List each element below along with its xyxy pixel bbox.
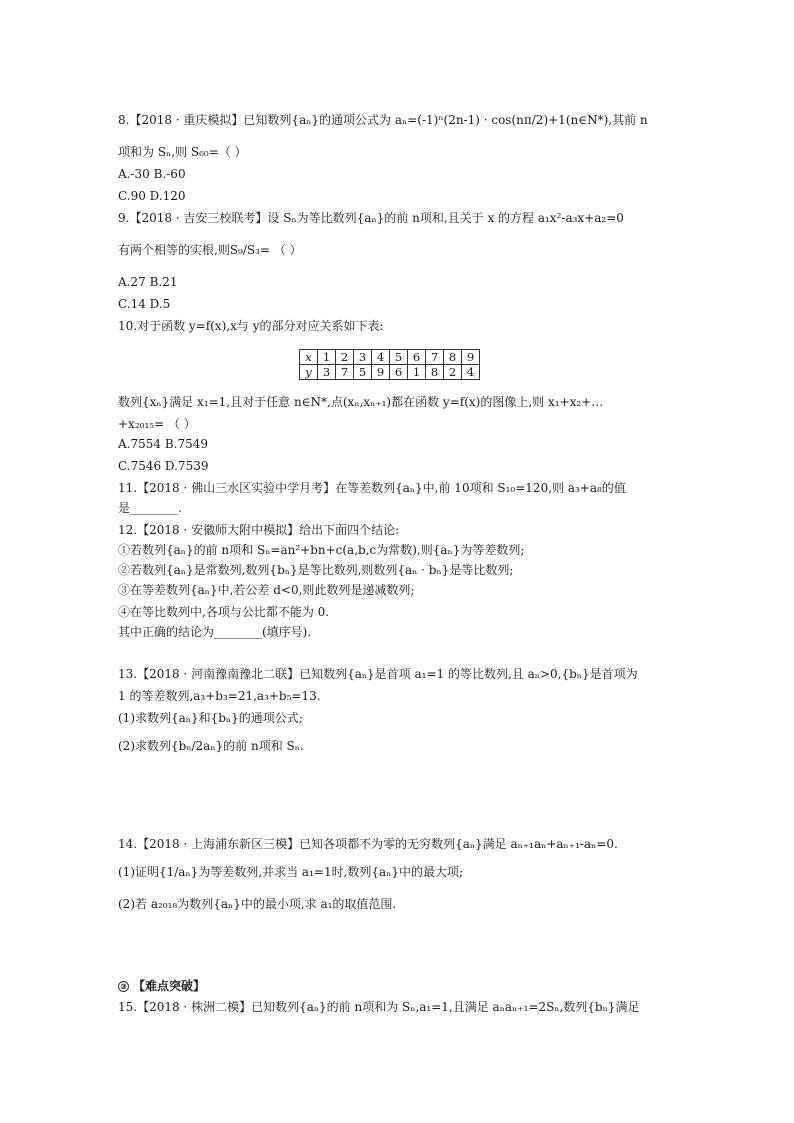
problem-11-line-1: 11.【2018 · 佛山三水区实验中学月考】在等差数列{aₙ}中,前 10项和 S₁₀=120,则 a₃+a₈的值 bbox=[118, 481, 626, 495]
problem-9-options-cd: C.14 D.5 bbox=[118, 297, 171, 311]
table-cell: 1 bbox=[318, 350, 336, 365]
table-cell: 4 bbox=[372, 350, 390, 365]
problem-10-line-2: 数列{xₙ}满足 x₁=1,且对于任意 n∈N*,点(xₙ,xₙ₊₁)都在函数 y=f(x)的图像上,则 x₁+x₂+… bbox=[118, 395, 604, 409]
table-cell: 3 bbox=[318, 365, 336, 380]
problem-9-options-ab: A.27 B.21 bbox=[118, 275, 178, 289]
problem-14-question-1: (1)证明{1/aₙ}为等差数列,并求当 a₁=1时,数列{aₙ}中的最大项; bbox=[118, 865, 464, 879]
problem-10-line-1: 10.对于函数 y=f(x),x与 y的部分对应关系如下表: bbox=[118, 319, 384, 333]
problem-12-conclusion-2: ②若数列{aₙ}是常数列,数列{bₙ}是等比数列,则数列{aₙ · bₙ}是等比数列; bbox=[118, 563, 514, 577]
table-cell: 2 bbox=[444, 365, 462, 380]
problem-12-conclusion-3: ③在等差数列{aₙ}中,若公差 d<0,则此数列是递减数列; bbox=[118, 583, 415, 597]
table-cell: 1 bbox=[408, 365, 426, 380]
problem-8-line-1: 8.【2018 · 重庆模拟】已知数列{aₙ}的通项公式为 aₙ=(-1)ⁿ(2n-1) · cos(nπ/2)+1(n∈N*),其前 n bbox=[118, 113, 648, 127]
problem-13-question-1: (1)求数列{aₙ}和{bₙ}的通项公式; bbox=[118, 711, 303, 725]
table-cell: 7 bbox=[426, 350, 444, 365]
problem-13-question-2: (2)求数列{bₙ/2aₙ}的前 n项和 Sₙ. bbox=[118, 739, 304, 753]
problem-12-conclusion-1: ①若数列{aₙ}的前 n项和 Sₙ=an²+bn+c(a,b,c为常数),则{aₙ}为等差数列; bbox=[118, 543, 525, 557]
problem-8-options-cd: C.90 D.120 bbox=[118, 189, 186, 203]
problem-10-line-3: +x₂₀₁₅= （ ） bbox=[118, 417, 196, 431]
problem-14-line-1: 14.【2018 · 上海浦东新区三模】已知各项都不为零的无穷数列{aₙ}满足 aₙ₊₁aₙ+aₙ₊₁-aₙ=0. bbox=[118, 837, 618, 851]
problem-9-line-1: 9.【2018 · 吉安三校联考】设 Sₙ为等比数列{aₙ}的前 n项和,且关于 x 的方程 a₁x²-a₃x+a₂=0 bbox=[118, 211, 624, 225]
table-cell: 2 bbox=[336, 350, 354, 365]
table-cell: 5 bbox=[354, 365, 372, 380]
table-cell: 6 bbox=[408, 350, 426, 365]
problem-13-line-1: 13.【2018 · 河南豫南豫北二联】已知数列{aₙ}是首项 a₁=1 的等比数列,且 aₙ>0,{bₙ}是首项为 bbox=[118, 667, 638, 681]
table-cell: 9 bbox=[462, 350, 480, 365]
problem-12-conclusion-4: ④在等比数列中,各项与公比都不能为 0. bbox=[118, 605, 330, 619]
problem-12-line-1: 12.【2018 · 安徽师大附中模拟】给出下面四个结论: bbox=[118, 523, 400, 537]
problem-11-line-2: 是________. bbox=[118, 501, 182, 515]
table-cell: 8 bbox=[426, 365, 444, 380]
table-cell: 4 bbox=[462, 365, 480, 380]
function-value-table bbox=[299, 349, 480, 380]
problem-10-options-cd: C.7546 D.7539 bbox=[118, 459, 209, 473]
problem-13-line-2: 1 的等差数列,a₃+b₃=21,a₃+b₅=13. bbox=[118, 689, 321, 703]
table-cell: 3 bbox=[354, 350, 372, 365]
section-heading bbox=[118, 977, 205, 994]
problem-10-options-ab: A.7554 B.7549 bbox=[118, 437, 209, 451]
section-title: 【难点突破】 bbox=[133, 979, 206, 993]
table-row-x bbox=[300, 350, 480, 365]
problem-15-line-1: 15.【2018 · 株洲二模】已知数列{aₙ}的前 n项和为 Sₙ,a₁=1,且满足 aₙaₙ₊₁=2Sₙ,数列{bₙ}满足 bbox=[118, 1000, 640, 1014]
table-cell: 5 bbox=[390, 350, 408, 365]
table-cell: 9 bbox=[372, 365, 390, 380]
problem-8-options-ab: A.-30 B.-60 bbox=[118, 167, 186, 181]
problem-14-question-2: (2)若 a₂₀₁₈为数列{aₙ}中的最小项,求 a₁的取值范围. bbox=[118, 897, 397, 911]
table-cell: 8 bbox=[444, 350, 462, 365]
table-row-y bbox=[300, 365, 480, 380]
problem-9-line-2: 有两个相等的实根,则S₉/S₃= （ ） bbox=[118, 243, 302, 257]
table-cell: 7 bbox=[336, 365, 354, 380]
problem-8-line-2: 项和为 Sₙ,则 S₆₀=（ ） bbox=[118, 145, 247, 159]
problem-12-tail: 其中正确的结论为________(填序号). bbox=[118, 625, 312, 639]
table-cell: 6 bbox=[390, 365, 408, 380]
table-header-x: x bbox=[300, 350, 318, 365]
table-header-y: y bbox=[300, 365, 318, 380]
section-number-icon: ③ bbox=[118, 981, 129, 992]
